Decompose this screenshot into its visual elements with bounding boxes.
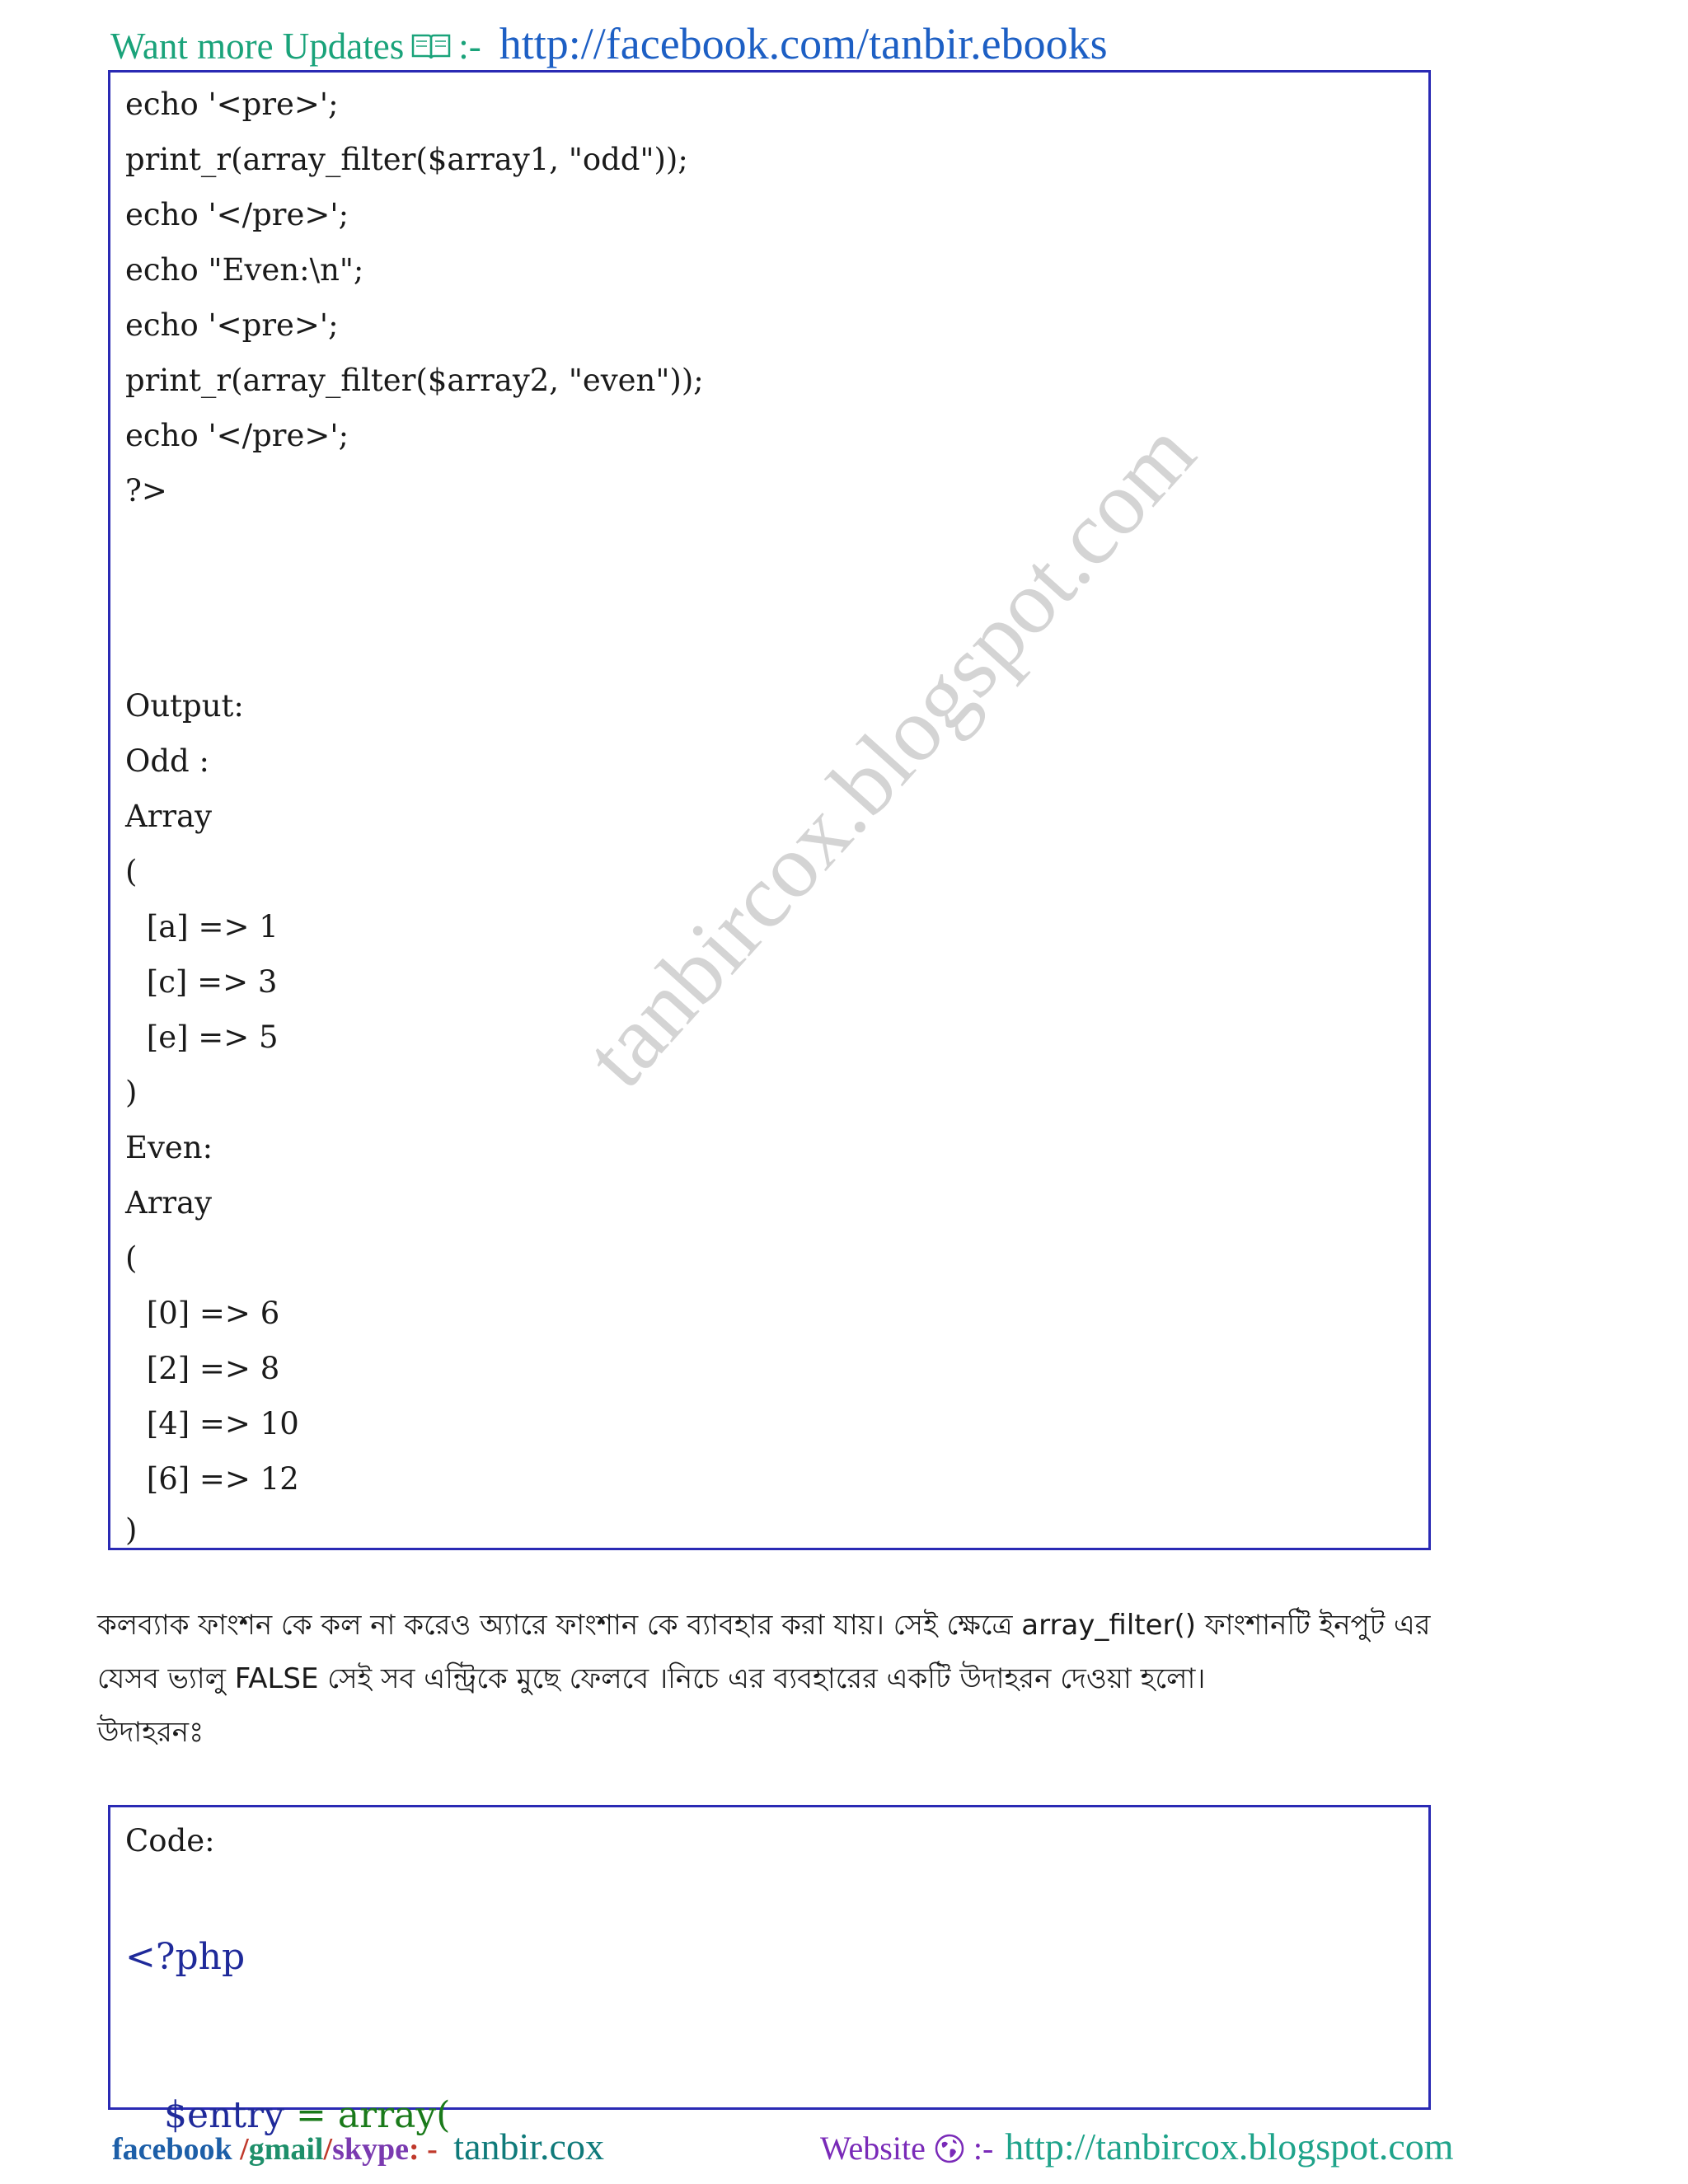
output-line: [4] => 10 [137, 1406, 299, 1441]
php-open-tag: <?php [125, 1936, 246, 1978]
header-separator: :- [458, 26, 481, 67]
entry-assignment: = array( [284, 2094, 451, 2136]
entry-variable: $entry [164, 2094, 284, 2136]
footer-facebook: facebook [112, 2132, 232, 2167]
page-header [110, 18, 1182, 76]
code-line: ?> [125, 473, 167, 509]
footer-website-label: Website [820, 2130, 926, 2167]
watermark: tanbircox.blogspot.com [566, 402, 1214, 1106]
footer-website-separator: :- [973, 2130, 994, 2167]
code-line: echo '</pre>'; [125, 418, 349, 453]
code-line: echo '<pre>'; [125, 87, 339, 122]
code-line: print_r(array_filter($array2, "even")); [125, 363, 704, 398]
output-line: ( [125, 854, 138, 889]
paragraph-line-2: যেসব ভ্যালু FALSE সেই সব এন্ট্রিকে মুছে ফেলবে ।নিচে এর ব্যবহারের একটি উদাহরন দেওয়া হলো। [97, 1662, 1206, 1695]
footer-colon-dash: : - [408, 2132, 438, 2167]
code-line: echo '</pre>'; [125, 197, 349, 232]
output-line: [6] => 12 [137, 1461, 299, 1497]
code-line: print_r(array_filter($array1, "odd")); [125, 142, 688, 177]
footer-handle: tanbir.cox [453, 2125, 604, 2168]
footer-gmail: gmail [248, 2132, 324, 2167]
output-line: ) [125, 1075, 138, 1110]
code-block-example [108, 1805, 1431, 2136]
footer-skype: skype [332, 2132, 409, 2167]
globe-icon [934, 2133, 965, 2164]
footer-website [820, 2125, 1454, 2171]
header-label: Want more Updates [110, 26, 405, 67]
output-line: Even: [125, 1130, 213, 1165]
output-line: [0] => 6 [137, 1296, 280, 1331]
code-line: echo '<pre>'; [125, 307, 339, 343]
footer-contacts [112, 2125, 604, 2171]
output-line: Array [125, 1185, 213, 1221]
code-label: Code: [125, 1823, 215, 1858]
paragraph-line-3: উদাহরনঃ [97, 1716, 204, 1749]
code-line: echo "Even:\n"; [125, 252, 364, 288]
book-icon [410, 32, 452, 60]
footer-slash: / [240, 2132, 249, 2167]
output-line: ( [125, 1240, 138, 1276]
output-line: Odd : [125, 743, 209, 779]
paragraph-line-1: কলব্যাক ফাংশন কে কল না করেও অ্যারে ফাংশান কে ব্যাবহার করা যায়। সেই ক্ষেত্রে array_filter() ফাংশানটি ইনপুট এর [97, 1609, 1431, 1642]
output-line: [e] => 5 [137, 1019, 279, 1055]
footer-website-link[interactable]: http://tanbircox.blogspot.com [1005, 2125, 1454, 2168]
output-line: [a] => 1 [137, 909, 279, 944]
code-block-output [108, 70, 1431, 1550]
footer-slash: / [323, 2132, 333, 2167]
header-facebook-link[interactable]: http://facebook.com/tanbir.ebooks [499, 19, 1108, 68]
output-line: [2] => 8 [137, 1351, 280, 1386]
output-line: Array [125, 799, 213, 834]
output-line: [c] => 3 [137, 964, 278, 1000]
output-line: Output: [125, 688, 244, 724]
output-line: ) [125, 1512, 138, 1548]
